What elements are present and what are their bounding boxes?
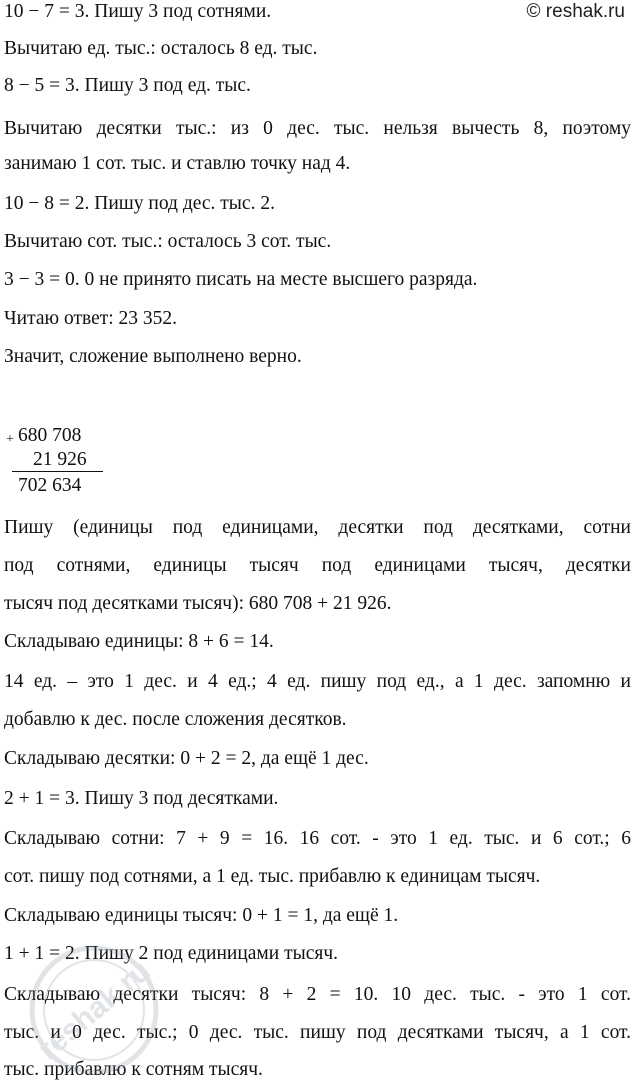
text-line-10: Значит, сложение выполнено верно. bbox=[4, 346, 302, 367]
text-line-5: занимаю 1 сот. тыс. и ставлю точку над 4. bbox=[4, 153, 351, 174]
text-line-4: Вычитаю десятки тыс.: из 0 дес. тыс. нельзя вычесть 8, поэтому bbox=[4, 118, 631, 139]
text-line-9: Читаю ответ: 23 352. bbox=[4, 308, 178, 329]
sum-result: 702 634 bbox=[18, 475, 82, 496]
text-line-22: 1 + 1 = 2. Пишу 2 под единицами тысяч. bbox=[4, 943, 338, 964]
text-line-11: Пишу (единицы под единицами, десятки под десятками, сотни bbox=[4, 517, 631, 538]
text-line-8: 3 − 3 = 0. 0 не принято писать на месте высшего разряда. bbox=[4, 269, 478, 290]
text-line-14: Складываю единицы: 8 + 6 = 14. bbox=[4, 631, 274, 652]
text-line-21: Складываю единицы тысяч: 0 + 1 = 1, да ещё 1. bbox=[4, 905, 399, 926]
text-line-25: тыс. прибавлю к сотням тысяч. bbox=[4, 1059, 263, 1080]
text-line-15: 14 ед. – это 1 дес. и 4 ед.; 4 ед. пишу под ед., а 1 дес. запомню и bbox=[4, 671, 631, 692]
text-line-19: Складываю сотни: 7 + 9 = 16. 16 сот. - это 1 ед. тыс. и 6 сот.; 6 bbox=[4, 828, 631, 849]
text-line-7: Вычитаю сот. тыс.: осталось 3 сот. тыс. bbox=[4, 231, 332, 252]
logo-lettering: reshak.ru bbox=[31, 954, 157, 1067]
text-line-16: добавлю к дес. после сложения десятков. bbox=[4, 709, 347, 730]
text-line-18: 2 + 1 = 3. Пишу 3 под десятками. bbox=[4, 788, 279, 809]
text-line-23: Складываю десятки тысяч: 8 + 2 = 10. 10 дес. тыс. - это 1 сот. bbox=[4, 984, 631, 1005]
plus-sign: + bbox=[6, 432, 14, 447]
addend-2: 21 926 bbox=[33, 449, 87, 470]
addend-1: 680 708 bbox=[18, 425, 82, 446]
text-line-24: тыс. и 0 дес. тыс.; 0 дес. тыс. пишу под десятками тысяч, а 1 сот. bbox=[4, 1022, 631, 1043]
text-line-3: 8 − 5 = 3. Пишу 3 под ед. тыс. bbox=[4, 75, 251, 96]
column-addition bbox=[4, 424, 114, 502]
text-line-2: Вычитаю ед. тыс.: осталось 8 ед. тыс. bbox=[4, 38, 318, 59]
text-line-12: под сотнями, единицы тысяч под единицами тысяч, десятки bbox=[4, 555, 631, 576]
sum-divider-line bbox=[12, 471, 103, 472]
text-line-1: 10 − 7 = 3. Пишу 3 под сотнями. bbox=[4, 1, 272, 22]
text-line-6: 10 − 8 = 2. Пишу под дес. тыс. 2. bbox=[4, 193, 275, 214]
text-line-17: Складываю десятки: 0 + 2 = 2, да ещё 1 дес. bbox=[4, 748, 369, 769]
text-line-20: сот. пишу под сотнями, а 1 ед. тыс. прибавлю к единицам тысяч. bbox=[4, 866, 541, 887]
text-line-13: тысяч под десятками тысяч): 680 708 + 21 926. bbox=[4, 593, 392, 614]
watermark-text: © reshak.ru bbox=[526, 1, 625, 22]
